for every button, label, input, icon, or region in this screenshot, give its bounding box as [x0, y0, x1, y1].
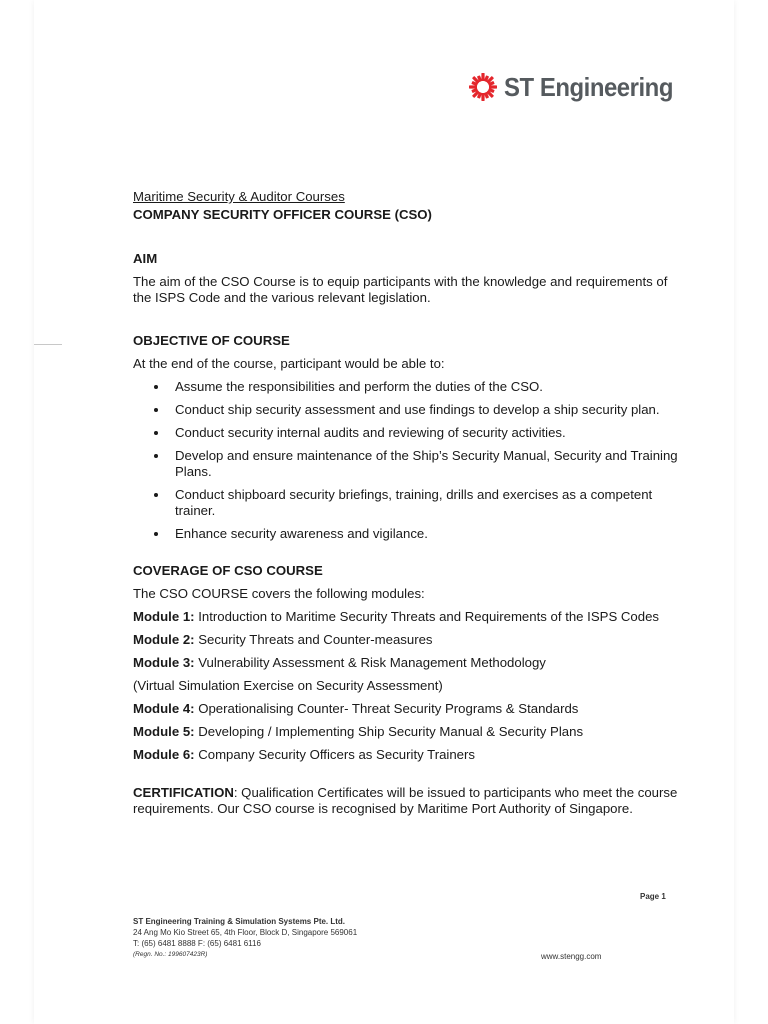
company-name: ST Engineering Training & Simulation Systems Pte. Ltd. [133, 917, 346, 926]
list-item [133, 425, 678, 441]
brand-name: ST Engineering [504, 71, 673, 102]
coverage-intro: The CSO COURSE covers the following modules: [133, 586, 425, 601]
registration-number: (Regn. No.: 199607423R) [133, 951, 208, 958]
module-text: (Virtual Simulation Exercise on Security Assessment) [133, 678, 443, 693]
brand-logo [468, 70, 688, 104]
module-label: Module 1: [133, 609, 195, 624]
list-item [133, 526, 678, 542]
list-item [133, 448, 678, 480]
module-line [133, 724, 678, 740]
bullet-icon [154, 431, 158, 435]
module-line [133, 632, 678, 648]
module-text: Vulnerability Assessment & Risk Management Methodology [194, 655, 546, 670]
module-note [133, 678, 678, 694]
bullet-icon [154, 408, 158, 412]
company-footer [133, 916, 357, 960]
company-phone: T: (65) 6481 8888 F: (65) 6481 6116 [133, 939, 261, 948]
bullet-icon [154, 385, 158, 389]
page-number: Page 1 [640, 892, 666, 901]
list-item [133, 487, 678, 519]
bullet-icon [154, 493, 158, 497]
margin-mark [34, 344, 62, 345]
module-label: Module 3: [133, 655, 195, 670]
module-label: Module 5: [133, 724, 195, 739]
st-engineering-logo-icon [468, 72, 498, 102]
objective-item-text: Develop and ensure maintenance of the Ship’s Security Manual, Security and Training Plans. [175, 448, 678, 479]
objective-item-text: Assume the responsibilities and perform the duties of the CSO. [175, 379, 543, 394]
module-line [133, 609, 678, 625]
certification-label: CERTIFICATION [133, 785, 234, 800]
module-label: Module 6: [133, 747, 195, 762]
bullet-icon [154, 532, 158, 536]
module-label: Module 2: [133, 632, 195, 647]
certification-paragraph [133, 785, 678, 817]
module-text: Introduction to Maritime Security Threats and Requirements of the ISPS Codes [194, 609, 660, 624]
objective-list [133, 379, 678, 542]
module-line [133, 655, 678, 671]
objective-heading: OBJECTIVE OF COURSE [133, 333, 290, 348]
module-text: Operationalising Counter- Threat Security Programs & Standards [194, 701, 579, 716]
objective-item-text: Conduct shipboard security briefings, training, drills and exercises as a competent trainer. [175, 487, 653, 518]
module-label: Module 4: [133, 701, 195, 716]
certification-text: : Qualification Certificates will be issued to participants who meet the course requirements. Our CSO course is recognised by Maritime Port Authority of Singapore. [133, 785, 678, 816]
aim-heading: AIM [133, 251, 158, 266]
coverage-heading: COVERAGE OF CSO COURSE [133, 563, 323, 578]
list-item [133, 402, 678, 418]
bullet-icon [154, 454, 158, 458]
module-text: Company Security Officers as Security Trainers [194, 747, 475, 762]
module-text: Security Threats and Counter-measures [194, 632, 433, 647]
document-body [133, 189, 678, 817]
objective-intro: At the end of the course, participant would be able to: [133, 356, 445, 371]
objective-item-text: Enhance security awareness and vigilance. [175, 526, 428, 541]
list-item [133, 379, 678, 395]
course-category: Maritime Security & Auditor Courses [133, 189, 345, 204]
objective-item-text: Conduct security internal audits and reviewing of security activities. [175, 425, 566, 440]
course-title: COMPANY SECURITY OFFICER COURSE (CSO) [133, 207, 432, 222]
module-text: Developing / Implementing Ship Security Manual & Security Plans [194, 724, 584, 739]
company-address: 24 Ang Mo Kio Street 65, 4th Floor, Block D, Singapore 569061 [133, 928, 358, 937]
aim-text: The aim of the CSO Course is to equip participants with the knowledge and requirements of the ISPS Code and the various relevant legislation. [133, 274, 668, 305]
objective-item-text: Conduct ship security assessment and use findings to develop a ship security plan. [175, 402, 660, 417]
module-line [133, 747, 678, 763]
website-link[interactable]: www.stengg.com [541, 952, 602, 961]
module-line [133, 701, 678, 717]
